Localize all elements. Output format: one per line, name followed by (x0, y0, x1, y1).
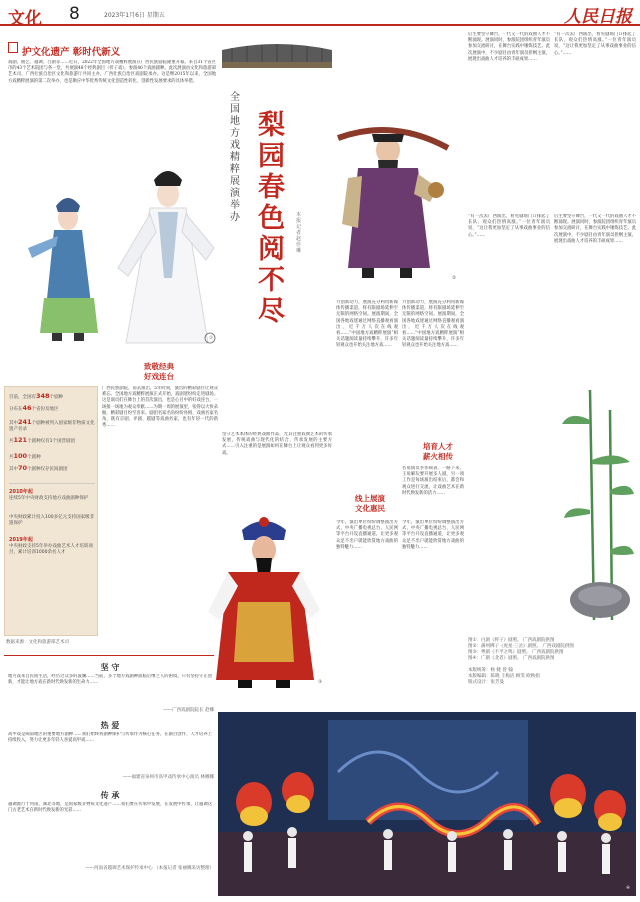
bottom-divider (4, 655, 214, 656)
issue-date: 2023年1月6日 星期五 (104, 12, 165, 19)
timeline-item: 中央财政累计投入100多亿元支持国家级非遗保护 (9, 515, 95, 526)
rooftop-decoration (222, 42, 332, 82)
stat-item: 其中241个剧种被列入国家级非物质文化遗产名录 (9, 418, 95, 432)
subhead-talent: 培育人才 薪火相传 (423, 442, 453, 461)
photo-1 (8, 128, 222, 350)
masthead (0, 0, 640, 29)
article-col-right-3: “有一次去广西演出，看见剧场门口排起了长队，观众们热情高涨。”一位青年演员说，“这让我更加坚定了从事戏曲事业的信心。”…… (468, 214, 550, 238)
column-head: 护文化遗产 彰时代新义 (22, 47, 121, 58)
essay-body: 高甲戏是闽南地区的重要地方剧种……我们始终将剧种保护与传承作为核心任务，在剧目创作、人才培养上持续投入，努力让更多年轻人喜爱高甲戏…… (8, 732, 212, 744)
sidebar-source: 数据来源：文化和旅游部艺术司 (6, 640, 69, 645)
article-col-mid-left: 广西民族剧院，前去演出，5年时间，演出的精彩剧目让观众难忘。全国地方戏精粹展演正式开始，戏剧迷纷纷走进剧场。这是演员们在舞台上的首次演出，也是心目中的好戏连台，一场接一场地为观众奉献……为期一周的展演里，张得以大快朵颐，精彩剧目纷至沓来。剧团名家名角纷纷亮相，戏曲名家名角，既有京剧、评剧、越剧等戏曲名家，也有年轻一代的新秀…… (102, 386, 218, 429)
article-col-mid-right: 坚守艺术本体的经典戏曲作品，尤其注重戏曲艺术的传承发展，传统戏曲与现代化的结合、传承发展的主要方式……引入注重的是展演如何在舞台上让观众看到更多好戏。 (222, 432, 332, 456)
essay-body: 地方戏来自民间生活，经历过众多的波澜……当前，多个地方戏剧种面临后继乏人的困境。只有坚持守正创新，才能让地方戏在新时代焕发新的生命力…… (8, 674, 212, 686)
essay-author: ——广西戏剧院院长 赵娜 (163, 708, 214, 713)
article-col-right-upper: 力创新动力，展演充分利用新媒体传播渠道，将有限剧场延伸至无限的网络空间。展演期间，全国各地戏迷通过网络直播观看演出，近千万人次在线观看……“中国地方戏精粹展演”相关话题阅读量持续攀升，许多年轻观众也开始关注地方戏…… (336, 300, 398, 349)
byline: 本报记者 赵佳琳 (296, 212, 302, 254)
subhead-online: 线上展演 文化惠民 (355, 494, 385, 513)
stat-item: 其中70个剧种仅存民间剧团 (9, 464, 68, 472)
caption-item: 图③：粤剧《不平之鸣》剧照。 广西戏剧院供图 (468, 650, 564, 655)
photo-3-number: ③ (318, 680, 323, 685)
article-col-right-lower: 今年，演出单位纷纷调整演出方式，中央广播电视总台、人民网等平台开设直播通道，让更多观众足不出户就能欣赏地方戏曲的独特魅力…… (336, 520, 398, 550)
timeline-item: 2019年起 中央财政支持5年举办戏曲艺术人才培训项目，累计培训1000余名人才 (9, 537, 93, 555)
stat-item: 共100个剧种 (9, 452, 41, 460)
photo-4-number: ④ (625, 886, 630, 891)
stat-item: 共121个剧种仅有1个国营剧团 (9, 436, 75, 444)
essay-head: 坚 守 (100, 663, 120, 672)
essay-body: 越调流行于河南、湖北等地，是国家级非物质文化遗产……我们要在传承中发展、在发展中传承，让越调这门古老艺术在新时代焕发新的光彩…… (8, 802, 212, 814)
article-col-bottom-center: 名角演员李伟频表，一路下来，王角解玩要开展多人剧，另一项工作是每场演出结束后，都会和观众进行交流，让戏曲艺术在新时代焕发新的活力…… (402, 466, 464, 496)
article-col-far-right-2: “有一次去广西演出，看见剧场门口排起了长队，观众们热情高涨。”一位青年演员说，“这让我更加坚定了从事戏曲事业的信心。”…… (554, 32, 636, 56)
newspaper-logo: 人民日报 (564, 7, 632, 27)
photo-2-number: ② (452, 276, 457, 281)
article-col-right-4: 后生要坚守舞台，一代又一代的戏曲人才不断涌现。展演同时，参演院团组织青年演员参加交流研讨，在舞台实践中锤炼技艺。此次展演中，不少剧目由青年演员担纲主演，展现出戏曲人才培养的丰硕成果…… (554, 214, 636, 244)
column-icon (8, 42, 18, 53)
photo-2 (318, 98, 468, 288)
photo-1-number: ① (208, 336, 213, 341)
article-title: 梨园春色阅不尽 (258, 110, 285, 327)
stats-sidebar (4, 386, 98, 636)
subhead-classic: 致敬经典 好戏连台 (144, 362, 174, 381)
captions-list (468, 638, 636, 662)
stat-item: 目前，全国有348个剧种 (9, 392, 64, 400)
stat-item: 分布在46个省份及地区 (9, 404, 59, 412)
bamboo-decoration (560, 380, 636, 630)
article-col-right-upper-2: 力创新动力，展演充分利用新媒体传播渠道，将有限剧场延伸至无限的网络空间。展演期间，全国各地戏迷通过网络直播观看演出，近千万人次在线观看……“中国地方戏精粹展演”相关话题阅读量持续攀升，许多年轻观众也开始关注地方戏…… (402, 300, 464, 349)
article-lead: 戏剧、曲艺、越调、吕剧等……近日，2022年全国地方戏精粹展演在广西民族剧院隆重开幕。来自31个省区市的43个艺术院团与各一堂，共展演48个经典剧目（折子戏），参演46个戏曲剧种。此次展演由文化和旅游部艺术司、广西壮族自治区文化和旅游厅共同主办，广西壮族自治区戏剧院承办。这是继2015年以来，全国地方戏精粹展演的第二次举办，也是顺应中华优秀传统文化创造性转化、创新性发展要求的具体举措。 (8, 60, 216, 84)
article-col-right-lower-2: 今年，演出单位纷纷调整演出方式，中央广播电视总台、人民网等平台开设直播通道，让更多观众足不出户就能欣赏地方戏曲的独特魅力…… (402, 520, 464, 550)
editors-credit: 本版统筹：杨 婕 曾 翰 本版编辑：陈晓 王梅洁 顾雯 欧秋娟 版式设计：张芳曼 (468, 668, 540, 685)
article-col-far-right: 后生要坚守舞台，一代又一代的戏曲人才不断涌现。展演同时，参演院团组织青年演员参加交流研讨，在舞台实践中锤炼技艺。此次展演中，不少剧目由青年演员担纲主演，展现出戏曲人才培养的丰硕成果…… (468, 32, 550, 62)
photo-4 (218, 712, 636, 896)
essay-author: ——河南省越调艺术保护传承中心 （本报记者 张丽娜采访整理） (85, 866, 214, 871)
essay-author: ——福建省泉州市高甲戏传承中心演员 林娜娜 (122, 775, 214, 780)
essay-head: 热 爱 (100, 721, 120, 730)
photo-3 (198, 512, 330, 692)
caption-item: 图①：白剧《将子》剧照。 广西戏剧院供图 (468, 638, 555, 643)
caption-item: 图④：广剧《北者》剧照。 广西戏剧院供图 (468, 656, 555, 661)
article-subtitle: 全国地方戏精粹展演举办 (230, 92, 240, 223)
caption-item: 图②：蒲州梆子《虎星·三岔》剧照。 广西戏剧院供图 (468, 644, 574, 649)
section-name: 文化 (8, 9, 42, 29)
page-number: 8 (69, 4, 80, 24)
essay-head: 传 承 (100, 791, 120, 800)
sidebar-divider (9, 483, 95, 484)
timeline-item: 2010年起 连续5年中央财政支持地方戏曲剧种保护 (9, 489, 89, 501)
